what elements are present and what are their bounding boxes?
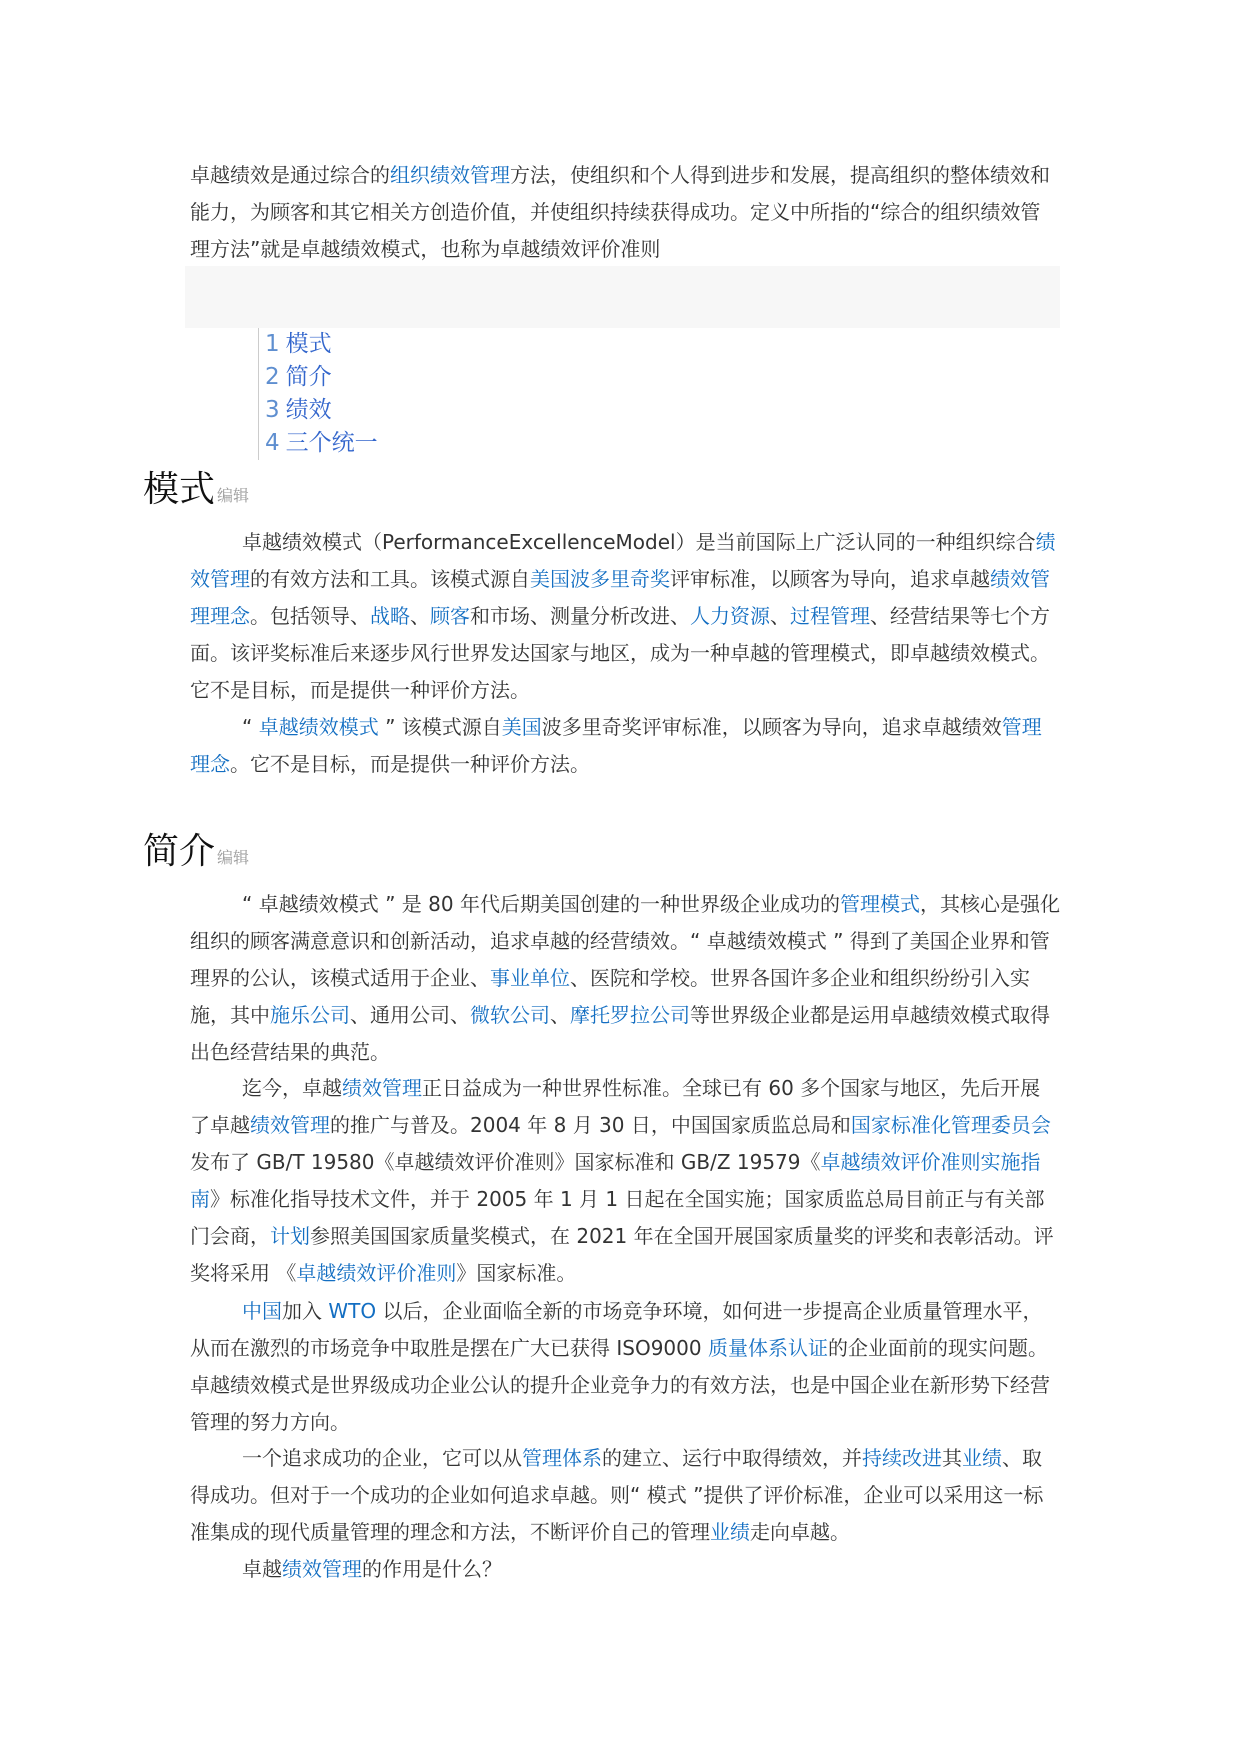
toc-item-number: 3 xyxy=(265,397,280,423)
toc-item-label: 绩效 xyxy=(285,397,332,423)
text-run: 的作用是什么？ xyxy=(362,1557,502,1581)
text-run: 、 xyxy=(550,1003,570,1027)
inline-link[interactable]: 摩托罗拉公司 xyxy=(570,1003,690,1027)
text-run: 、医院和学校。世界各国许多企业和组织纷纷引入实施，其中 xyxy=(190,966,1030,1027)
text-run: 》国家标准。 xyxy=(456,1261,577,1285)
text-run: 评审标准，以顾客为导向，追求卓越 xyxy=(670,567,990,591)
section-title: 简介 xyxy=(143,831,216,872)
paragraph xyxy=(190,1440,1060,1551)
toc-item-3[interactable] xyxy=(265,394,378,427)
text-run: 、经营结果等七个方面。该评奖标准后来逐步风行世界发达国家与地区，成为一种卓越的管理模式，即卓越绩效模式。它不是目标，而是提供一种评价方法。 xyxy=(190,604,1050,702)
intro-paragraph xyxy=(190,157,1060,268)
toc-header-box xyxy=(185,266,1060,328)
toc-item-label: 简介 xyxy=(285,364,332,390)
inline-link[interactable]: 波多里奇奖 xyxy=(570,567,670,591)
paragraph xyxy=(190,524,1060,709)
text-run: 以后，企业面临全新的市场竞争环境，如何进一步提高企业质量管理水平，从而在激烈的市场竞争中取胜是摆在广大已获得 ISO9000 xyxy=(190,1299,1043,1360)
text-run: 的推广与普及。2004 年 8 月 30 日，中国国家质监总局和 xyxy=(330,1113,851,1137)
inline-link[interactable]: 质量体系认证 xyxy=(707,1336,828,1360)
edit-link[interactable]: 编辑 xyxy=(217,486,250,505)
paragraph xyxy=(190,709,1060,783)
text-run: 卓越绩效是通过综合的 xyxy=(190,163,390,187)
text-run: 的企业面前的现实问题。卓越绩效模式是世界级成功企业公认的提升企业竞争力的有效方法，也是中国企业在新形势下经营管理的努力方向。 xyxy=(190,1336,1050,1434)
text-run: 、通用公司、 xyxy=(350,1003,470,1027)
paragraph xyxy=(190,1070,1060,1292)
inline-link[interactable]: 卓越绩效模式 xyxy=(258,715,379,739)
paragraph xyxy=(190,886,1060,1071)
inline-link[interactable]: 业绩 xyxy=(710,1520,750,1544)
inline-link[interactable]: 人力资源 xyxy=(690,604,770,628)
text-run: 方法，使组织和个人得到进步和发展，提高组织的整体绩效和能力，为顾客和其它相关方创造价值，并使组织持续获得成功。定义中所指的“综合的组织绩效管理方法”就是卓越绩效模式，也称为卓越绩效评价准则 xyxy=(190,163,1050,261)
inline-link[interactable]: 卓越绩效评价准则实施指南 xyxy=(190,1150,1041,1211)
paragraph xyxy=(190,1551,1060,1588)
text-run: ，其核心是强化组织的顾客满意意识和创新活动，追求卓越的经营绩效。“ 卓越绩效模式 ” 得到了美国企业界和管理界的公认，该模式适用于企业、 xyxy=(190,892,1060,990)
text-run: 、取得成功。但对于一个成功的企业如何追求卓越。则“ 模式 ”提供了评价标准，企业可以采用这一标准集成的现代质量管理的理念和方法，不断评价自己的管理 xyxy=(190,1446,1044,1544)
toc-item-number: 4 xyxy=(265,430,280,456)
inline-link[interactable]: 管理体系 xyxy=(522,1446,602,1470)
text-run: 迄今，卓越 xyxy=(242,1076,342,1100)
inline-link[interactable]: 顾客 xyxy=(430,604,470,628)
inline-link[interactable]: 国家标准化管理委员会 xyxy=(850,1113,1051,1137)
toc-item-number: 1 xyxy=(265,331,280,357)
toc-item-2[interactable] xyxy=(265,361,378,394)
inline-link[interactable]: 微软公司 xyxy=(470,1003,550,1027)
inline-link[interactable]: 绩效管理 xyxy=(190,530,1056,591)
text-run: 。包括领导、 xyxy=(250,604,370,628)
inline-link[interactable]: 绩效管理 xyxy=(342,1076,422,1100)
text-run: 卓越绩效模式（PerformanceExcellenceModel）是当前国际上广泛认同的一种组织综合 xyxy=(242,530,1036,554)
text-run: 和市场、测量分析改进、 xyxy=(470,604,690,628)
text-run: 卓越 xyxy=(242,1557,282,1581)
text-run: 正日益成为一种世界性标准。全球已有 60 多个国家与地区，先后开展了卓越 xyxy=(190,1076,1041,1137)
text-run: 参照美国国家质量奖模式，在 2021 年在全国开展国家质量奖的评奖和表彰活动。评奖将采用 《 xyxy=(190,1224,1054,1285)
text-run: ” 该模式源自 xyxy=(378,715,502,739)
inline-link[interactable]: 绩效管理 xyxy=(250,1113,330,1137)
inline-link[interactable]: 持续改进 xyxy=(862,1446,942,1470)
toc-item-label: 模式 xyxy=(285,331,332,357)
section-title: 模式 xyxy=(143,469,216,510)
text-run: “ xyxy=(242,715,259,739)
inline-link[interactable]: 卓越绩效评价准则 xyxy=(296,1261,457,1285)
inline-link[interactable]: WTO xyxy=(328,1299,377,1323)
text-run: 加入 xyxy=(282,1299,329,1323)
text-run: 等世界级企业都是运用卓越绩效模式取得出色经营结果的典范。 xyxy=(190,1003,1050,1064)
inline-link[interactable]: 组织绩效管理 xyxy=(390,163,510,187)
text-run: 的有效方法和工具。该模式源自 xyxy=(250,567,530,591)
text-run: 。它不是目标，而是提供一种评价方法。 xyxy=(230,752,590,776)
paragraph xyxy=(190,1293,1060,1441)
inline-link[interactable]: 过程管理 xyxy=(790,604,870,628)
inline-link[interactable]: 业绩 xyxy=(962,1446,1002,1470)
toc-item-4[interactable] xyxy=(265,427,378,460)
section-heading-mode xyxy=(143,468,249,518)
text-run: 波多里奇奖评审标准，以顾客为导向，追求卓越绩效 xyxy=(541,715,1002,739)
inline-link[interactable]: 管理理念 xyxy=(190,715,1042,776)
text-run: 发布了 GB/T 19580《卓越绩效评价准则》国家标准和 GB/Z 19579《 xyxy=(190,1150,821,1174)
inline-link[interactable]: 计划 xyxy=(270,1224,310,1248)
inline-link[interactable]: 事业单位 xyxy=(490,966,570,990)
text-run: 、 xyxy=(770,604,790,628)
table-of-contents xyxy=(258,328,378,460)
inline-link[interactable]: 美国 xyxy=(501,715,542,739)
text-run: 走向卓越。 xyxy=(750,1520,850,1544)
text-run: 》标准化指导技术文件，并于 2005 年 1 月 1 日起在全国实施；国家质监总局目前正与有关部门会商， xyxy=(190,1187,1045,1248)
text-run: “ 卓越绩效模式 ” 是 80 年代后期美国创建的一种世界级企业成功的 xyxy=(242,892,840,916)
inline-link[interactable]: 管理模式 xyxy=(839,892,920,916)
inline-link[interactable]: 美国 xyxy=(530,567,570,591)
text-run: 、 xyxy=(410,604,430,628)
inline-link[interactable]: 中国 xyxy=(242,1299,282,1323)
edit-link[interactable]: 编辑 xyxy=(217,848,250,867)
text-run: 其 xyxy=(942,1446,962,1470)
inline-link[interactable]: 战略 xyxy=(370,604,410,628)
inline-link[interactable]: 施乐公司 xyxy=(270,1003,350,1027)
text-run: 的建立、运行中取得绩效，并 xyxy=(602,1446,862,1470)
toc-item-number: 2 xyxy=(265,364,280,390)
toc-item-label: 三个统一 xyxy=(285,430,378,456)
inline-link[interactable]: 绩效管理理念 xyxy=(190,567,1050,628)
inline-link[interactable]: 绩效管理 xyxy=(282,1557,362,1581)
toc-item-1[interactable] xyxy=(265,328,378,361)
text-run: 一个追求成功的企业，它可以从 xyxy=(242,1446,522,1470)
section-heading-intro xyxy=(143,830,249,880)
